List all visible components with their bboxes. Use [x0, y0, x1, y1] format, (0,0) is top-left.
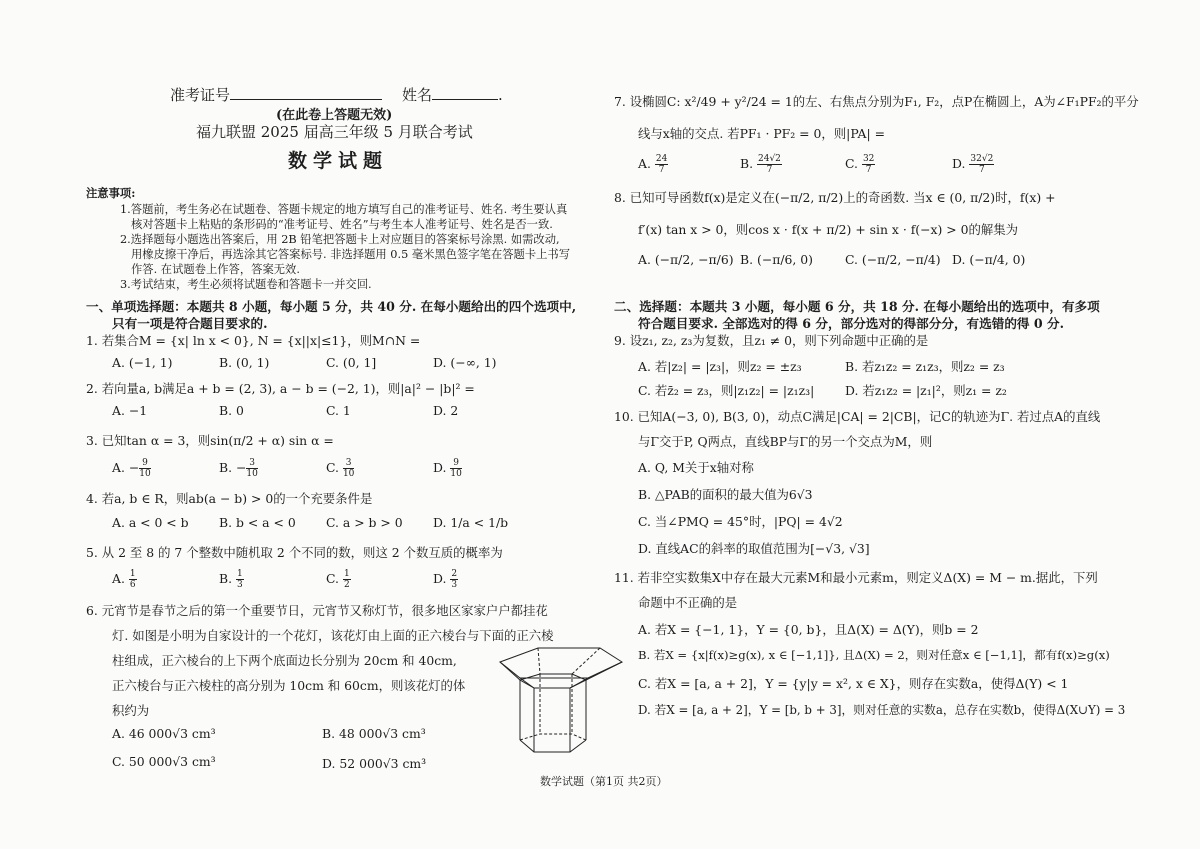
name-end: .: [498, 86, 503, 104]
q1-option-a: A. (−1, 1): [112, 355, 173, 370]
q7-option-d: D. $\frac{32√2}{7}$: [952, 154, 994, 175]
q3-option-d: D. $\frac{9}{10}$: [433, 458, 462, 479]
q7-option-b: B. $\frac{24√2}{7}$: [740, 154, 781, 175]
notice-line: 核对答题卡上粘贴的条形码的“准考证号、姓名”与考生本人准考证号、姓名是否一致.: [131, 218, 553, 231]
q8-stem: 8. 已知可导函数f(x)是定义在(−π/2, π/2)上的奇函数. 当x ∈ (0, π/2)时，f(x) +: [614, 190, 1056, 205]
invalid-note: (在此卷上答题无效): [276, 108, 393, 123]
q7-option-a: A. $\frac{24}{7}$: [638, 154, 668, 175]
name-label: 姓名: [402, 86, 433, 104]
q4-option-b: B. b < a < 0: [219, 515, 296, 530]
q7-option-c: C. $\frac{32}{7}$: [845, 154, 875, 175]
q3-stem: 3. 已知tan α = 3，则sin(π/2 + α) sin α =: [86, 433, 334, 448]
subject-title: 数学试题: [288, 150, 389, 172]
q6-option-a: A. 46 000√3 cm³: [112, 726, 216, 741]
q4-option-d: D. 1/a < 1/b: [433, 515, 509, 530]
q4-option-c: C. a > b > 0: [326, 515, 403, 530]
notice-heading: 注意事项:: [86, 186, 136, 200]
q8-option-b: B. (−π/6, 0): [740, 252, 813, 267]
q5-option-a: A. $\frac{1}{6}$: [112, 569, 136, 590]
q11-stem-2: 命题中不正确的是: [638, 595, 738, 610]
q2-option-b: B. 0: [219, 403, 244, 418]
q8-option-d: D. (−π/4, 0): [952, 252, 1026, 267]
name-blank: [432, 87, 498, 100]
ticket-number-blank: [230, 87, 382, 100]
notice-line: 用橡皮擦干净后，再选涂其它答案标号. 非选择题用 0.5 毫米黑色签字笔在答题卡上书写: [131, 248, 571, 261]
q2-option-a: A. −1: [112, 403, 148, 418]
q5-option-d: D. $\frac{2}{3}$: [433, 569, 458, 590]
section1-heading-2: 只有一项是符合题目要求的.: [112, 316, 268, 331]
q6-option-c: C. 50 000√3 cm³: [112, 754, 216, 769]
q6-stem-line: 柱组成，正六棱台的上下两个底面边长分别为 20cm 和 40cm,: [112, 653, 457, 668]
q7-stem: 7. 设椭圆C: x²/49 + y²/24 = 1的左、右焦点分别为F₁, F₂，点P在椭圆上，A为∠F₁PF₂的平分: [614, 94, 1139, 109]
section1-heading: 一、单项选择题：本题共 8 小题，每小题 5 分，共 40 分. 在每小题给出的四个选项中,: [86, 299, 577, 314]
q8-stem-2: f′(x) tan x > 0，则cos x · f(x + π/2) + sin x · f(−x) > 0的解集为: [638, 222, 1019, 237]
q9-option-d: D. 若z₁z₂ = |z₁|²，则z₁ = z₂: [845, 383, 1007, 398]
page-footer: 数学试题（第1页 共2页）: [540, 775, 668, 788]
q11-option-a: A. 若X = {−1, 1}，Y = {0, b}，且Δ(X) = Δ(Y)，则b = 2: [638, 622, 979, 637]
q10-option-b: B. △PAB的面积的最大值为6√3: [638, 487, 813, 502]
q4-stem: 4. 若a, b ∈ R，则ab(a − b) > 0的一个充要条件是: [86, 491, 373, 506]
q6-option-b: B. 48 000√3 cm³: [322, 726, 426, 741]
notice-line: 3.考试结束，考生必须将试题卷和答题卡一并交回.: [120, 278, 372, 291]
q1-stem: 1. 若集合M = {x| ln x < 0}, N = {x||x|≤1}，则M∩N =: [86, 333, 421, 348]
q5-option-c: C. $\frac{1}{2}$: [326, 569, 350, 590]
q11-option-d: D. 若X = [a, a + 2]，Y = [b, b + 3]，则对任意的实数a，总存在实数b，使得Δ(X∪Y) = 3: [638, 703, 1126, 717]
q3-option-c: C. $\frac{3}{10}$: [326, 458, 355, 479]
q9-stem: 9. 设z₁, z₂, z₃为复数，且z₁ ≠ 0，则下列命题中正确的是: [614, 333, 929, 348]
q5-stem: 5. 从 2 至 8 的 7 个整数中随机取 2 个不同的数，则这 2 个数互质的概率为: [86, 545, 503, 560]
q10-stem-2: 与Γ交于P, Q两点，直线BP与Γ的另一个交点为M，则: [638, 434, 933, 449]
q10-option-c: C. 当∠PMQ = 45°时，|PQ| = 4√2: [638, 514, 843, 529]
notice-line: 作答. 在试题卷上作答，答案无效.: [131, 263, 300, 276]
q4-option-a: A. a < 0 < b: [112, 515, 189, 530]
q10-option-a: A. Q, M关于x轴对称: [638, 460, 754, 475]
q10-stem: 10. 已知A(−3, 0), B(3, 0)，动点C满足|CA| = 2|CB|，记C的轨迹为Γ. 若过点A的直线: [614, 409, 1101, 424]
name-field: [402, 84, 503, 105]
notice-line: 1.答题前，考生务必在试题卷、答题卡规定的地方填写自己的准考证号、姓名. 考生要认真: [120, 203, 568, 216]
q7-stem-2: 线与x轴的交点. 若PF₁ · PF₂ = 0，则|PA| =: [638, 126, 885, 141]
q10-option-d: D. 直线AC的斜率的取值范围为[−√3, √3]: [638, 541, 870, 556]
q6-option-d: D. 52 000√3 cm³: [322, 756, 427, 771]
q9-option-b: B. 若z₁z₂ = z₁z₃，则z₂ = z₃: [845, 359, 1005, 374]
q5-option-b: B. $\frac{1}{3}$: [219, 569, 243, 590]
q11-option-b: B. 若X = {x|f(x)≥g(x), x ∈ [−1,1]}, 且Δ(X) = 2，则对任意x ∈ [−1,1]，都有f(x)≥g(x): [638, 648, 1110, 662]
q2-stem: 2. 若向量a, b满足a + b = (2, 3), a − b = (−2, 1)，则|a|² − |b|² =: [86, 381, 475, 396]
q3-option-b: B. − $\frac{3}{10}$: [219, 458, 258, 479]
q1-option-d: D. (−∞, 1): [433, 355, 497, 370]
section2-heading-2: 符合题目要求. 全部选对的得 6 分，部分选对的得部分分，有选错的得 0 分.: [638, 316, 1065, 331]
q6-stem-line: 正六棱台与正六棱柱的高分别为 10cm 和 60cm，则该花灯的体: [112, 678, 466, 693]
q6-stem-line: 6. 元宵节是春节之后的第一个重要节日，元宵节又称灯节，很多地区家家户户都挂花: [86, 603, 548, 618]
lantern-figure: [490, 640, 630, 758]
notice-line: 2.选择题每小题选出答案后，用 2B 铅笔把答题卡上对应题目的答案标号涂黑. 如需改动,: [120, 233, 560, 246]
ticket-number-label: 准考证号: [170, 86, 231, 104]
section2-heading: 二、选择题：本题共 3 小题，每小题 6 分，共 18 分. 在每小题给出的选项中，有多项: [614, 299, 1100, 314]
q2-option-c: C. 1: [326, 403, 351, 418]
q8-option-a: A. (−π/2, −π/6): [638, 252, 734, 267]
q9-option-c: C. 若z̄₂ = z₃，则|z₁z₂| = |z₁z₃|: [638, 383, 815, 398]
q6-stem-line: 积约为: [112, 703, 150, 718]
q11-option-c: C. 若X = [a, a + 2]，Y = {y|y = x², x ∈ X}，则存在实数a，使得Δ(Y) < 1: [638, 676, 1069, 691]
q11-stem: 11. 若非空实数集X中存在最大元素M和最小元素m，则定义Δ(X) = M − m.据此，下列: [614, 570, 1098, 585]
q3-option-a: A. − $\frac{9}{10}$: [112, 458, 151, 479]
ticket-number-field: [170, 84, 382, 105]
q6-stem-line: 灯. 如图是小明为自家设计的一个花灯，该花灯由上面的正六棱台与下面的正六棱: [112, 628, 554, 643]
q9-option-a: A. 若|z₂| = |z₃|，则z₂ = ±z₃: [638, 359, 802, 374]
q2-option-d: D. 2: [433, 403, 459, 418]
q1-option-b: B. (0, 1): [219, 355, 270, 370]
q1-option-c: C. (0, 1]: [326, 355, 377, 370]
q8-option-c: C. (−π/2, −π/4): [845, 252, 941, 267]
exam-title: 福九联盟 2025 届高三年级 5 月联合考试: [196, 123, 473, 141]
